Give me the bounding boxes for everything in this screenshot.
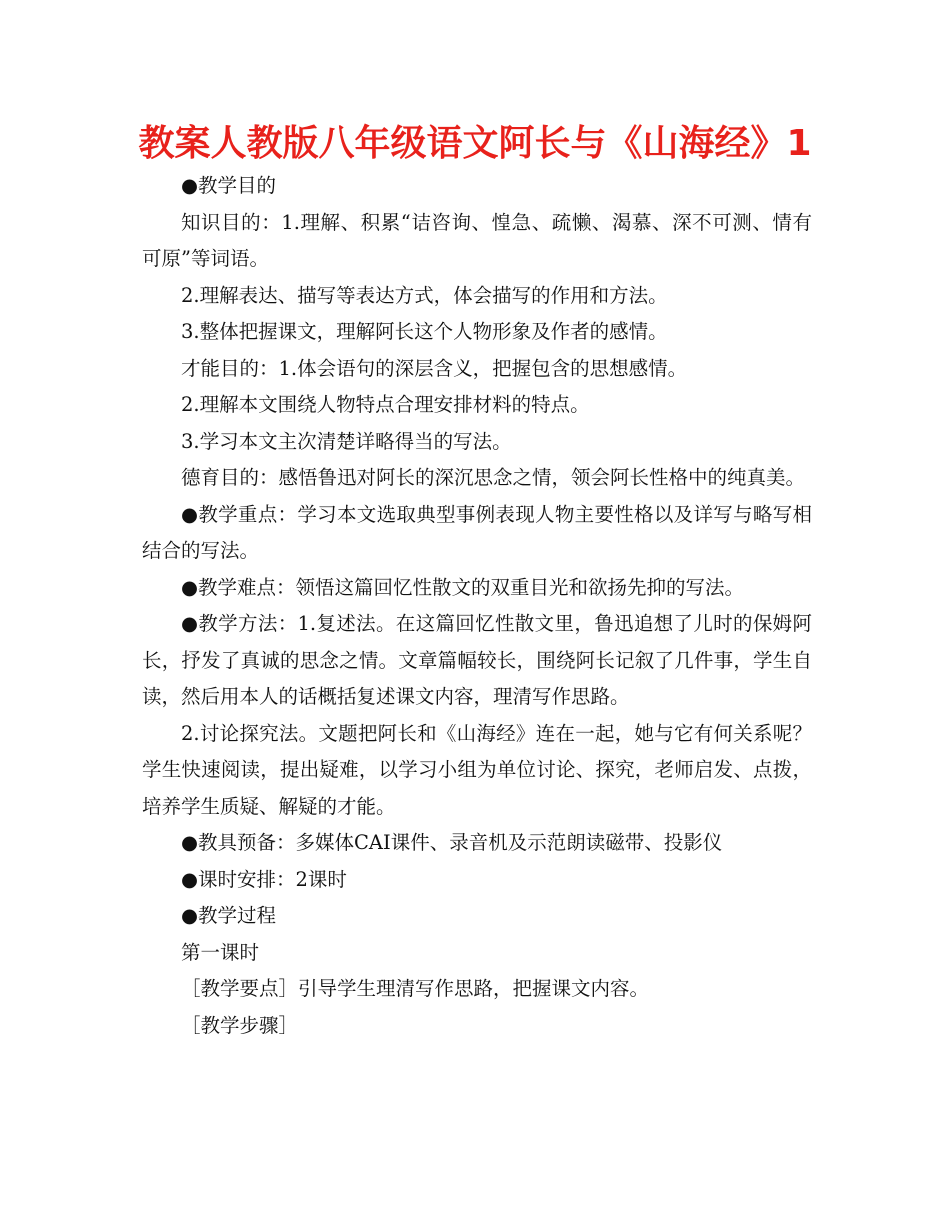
paragraph: ●教学过程 <box>181 904 277 927</box>
paragraph: ●教具预备：多媒体CAI课件、录音机及示范朗读磁带、投影仪 <box>181 831 723 854</box>
paragraph: 3.整体把握课文，理解阿长这个人物形象及作者的感情。 <box>181 320 668 343</box>
paragraph: 德育目的：感悟鲁迅对阿长的深沉思念之情，领会阿长性格中的纯真美。 <box>181 466 806 489</box>
paragraph: ●教学目的 <box>181 174 277 197</box>
paragraph: ●教学难点：领悟这篇回忆性散文的双重目光和欲扬先抑的写法。 <box>181 575 745 599</box>
paragraph: 知识目的：1.理解、积累“诘咨询、惶急、疏懒、渴慕、深不可测、情有可原”等词语。 <box>142 210 812 270</box>
paragraph: ［教学步骤］ <box>181 1013 299 1037</box>
paragraph: ●课时安排：2课时 <box>181 867 347 891</box>
paragraph: 3.学习本文主次清楚详略得当的写法。 <box>181 429 512 453</box>
paragraph: 第一课时 <box>181 940 260 964</box>
paragraph: 2.讨论探究法。文题把阿长和《山海经》连在一起，她与它有何关系呢？学生快速阅读，提出疑难，以学习小组为单位讨论、探究，老师启发、点拨，培养学生质疑、解疑的才能。 <box>142 721 812 818</box>
paragraph: 才能目的：1.体会语句的深层含义，把握包含的思想感情。 <box>181 356 688 380</box>
document-body <box>142 168 812 1044</box>
paragraph: ●教学重点：学习本文选取典型事例表现人物主要性格以及详写与略写相结合的写法。 <box>142 502 812 562</box>
paragraph: 2.理解表达、描写等表达方式，体会描写的作用和方法。 <box>181 283 668 307</box>
paragraph: ●教学方法：1.复述法。在这篇回忆性散文里，鲁迅追想了儿时的保姆阿长，抒发了真诚的思念之情。文章篇幅较长，围绕阿长记叙了几件事，学生自读，然后用本人的话概括复述课文内容，理清写作思路。 <box>142 612 812 708</box>
document-title: 教案人教版八年级语文阿长与《山海经》1 <box>138 123 812 164</box>
paragraph: 2.理解本文围绕人物特点合理安排材料的特点。 <box>181 393 590 416</box>
paragraph: ［教学要点］引导学生理清写作思路，把握课文内容。 <box>181 977 650 1000</box>
